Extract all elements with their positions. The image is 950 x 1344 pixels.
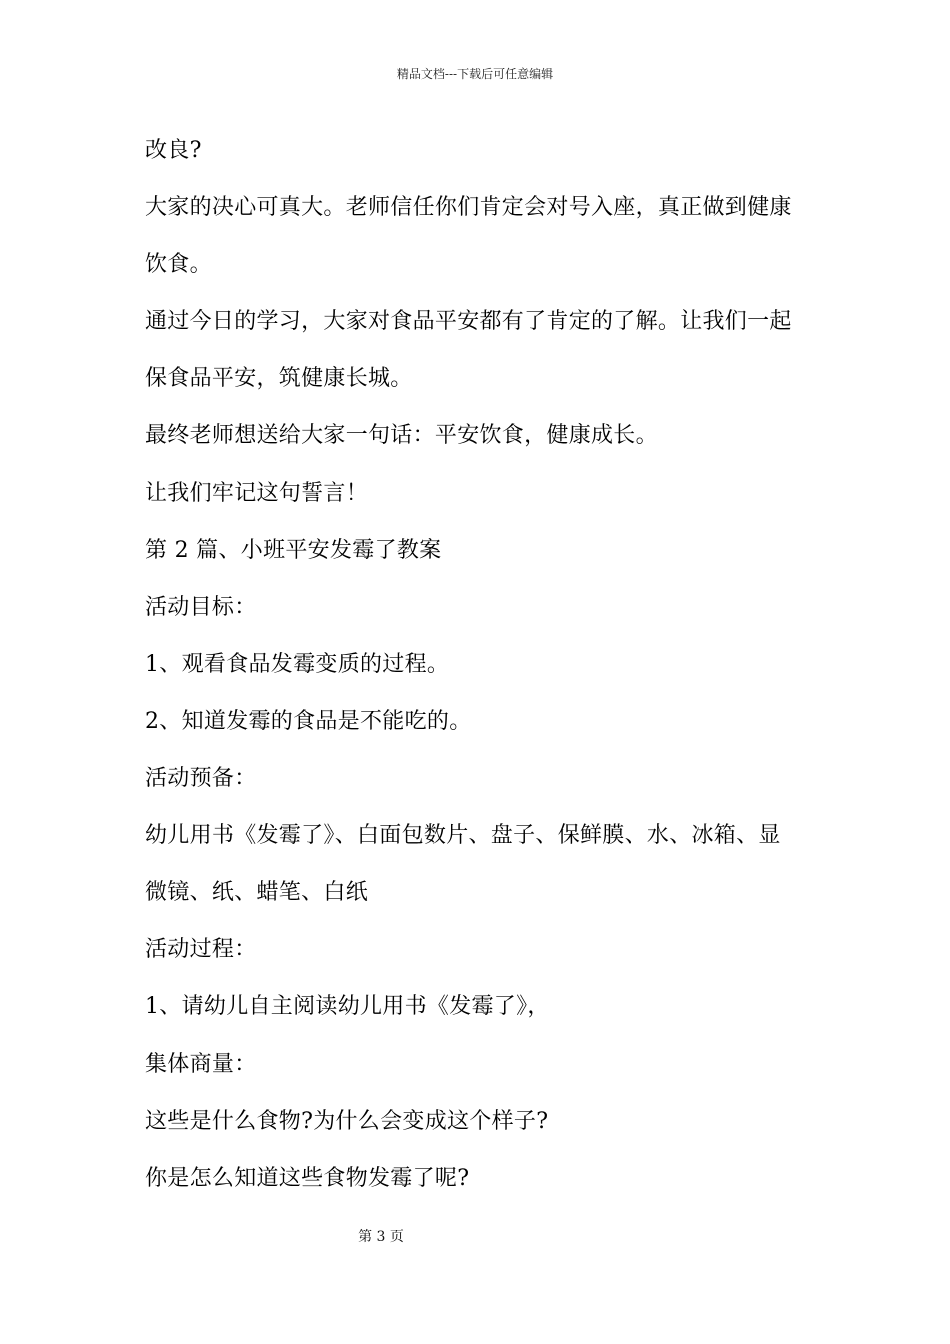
text-line: 你是怎么知道这些食物发霉了呢?	[145, 1165, 470, 1191]
text-line: 活动预备：	[145, 766, 257, 792]
text-line: 通过今日的学习，大家对食品平安都有了肯定的了解。让我们一起	[145, 309, 792, 335]
text-line: 2、知道发霉的食品是不能吃的。	[145, 708, 472, 734]
text-line: 1、观看食品发霉变质的过程。	[145, 651, 450, 677]
text-line: 集体商量：	[145, 1051, 257, 1077]
page-number: 第 3 页	[358, 1229, 404, 1245]
text-line: 活动目标：	[145, 594, 257, 620]
text-line: 活动过程：	[145, 937, 257, 963]
text-line: 让我们牢记这句誓言！	[145, 480, 369, 506]
text-line: 幼儿用书《发霉了》、白面包数片、盘子、保鲜膜、水、冰箱、显	[145, 823, 781, 849]
text-line: 1、请幼儿自主阅读幼儿用书《发霉了》，	[145, 994, 550, 1020]
text-line: 饮食。	[145, 252, 212, 278]
text-line: 微镜、纸、蜡笔、白纸	[145, 880, 369, 906]
section-heading: 第 2 篇、小班平安发霉了教案	[145, 537, 442, 563]
document-body	[145, 128, 815, 1213]
text-line: 最终老师想送给大家一句话：平安饮食，健康成长。	[145, 423, 658, 449]
page-header: 精品文档---下载后可任意编辑	[396, 67, 554, 81]
text-line: 保食品平安，筑健康长城。	[145, 366, 413, 392]
text-line: 大家的决心可真大。老师信任你们肯定会对号入座，真正做到健康	[145, 195, 792, 221]
text-line: 这些是什么食物?为什么会变成这个样子?	[145, 1108, 549, 1134]
text-line: 改良?	[145, 138, 202, 163]
